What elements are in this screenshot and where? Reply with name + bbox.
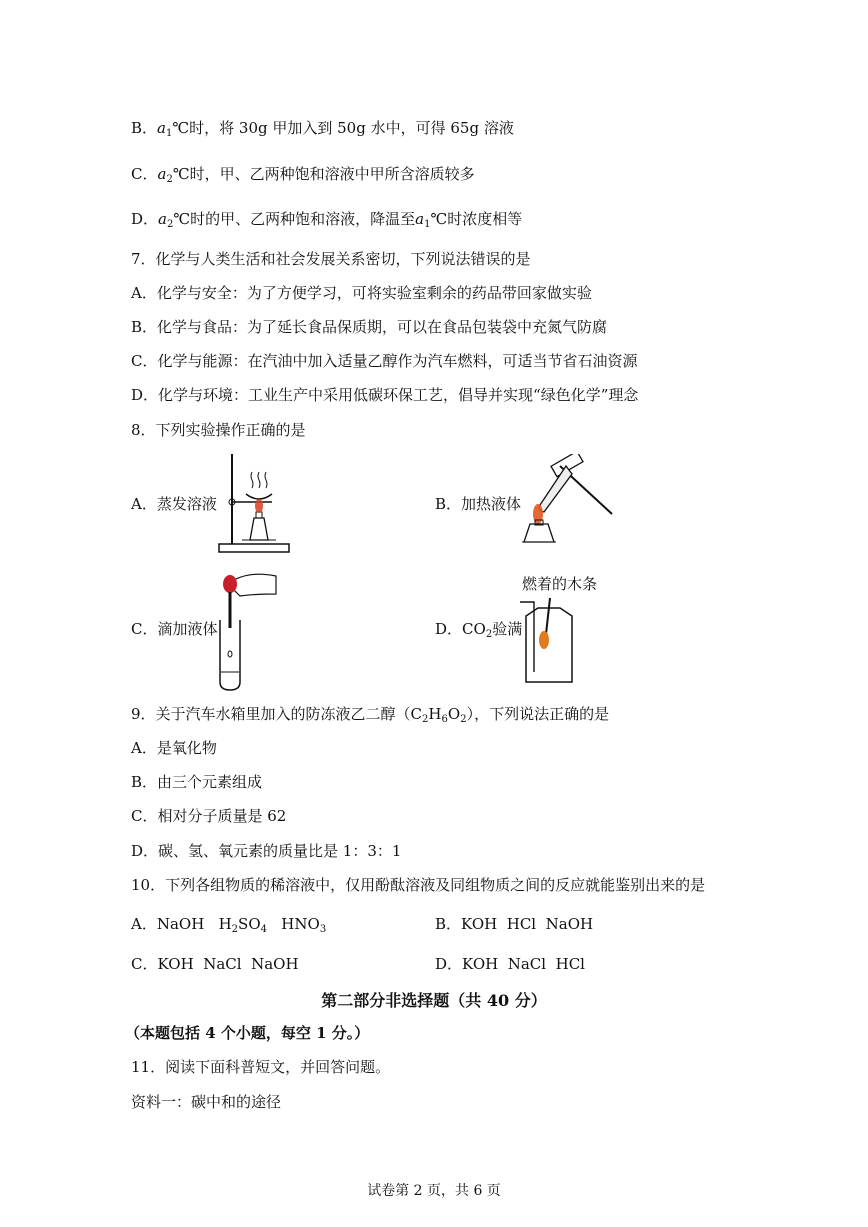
q7-option-d: D．化学与环境：工业生产中采用低碳环保工艺，倡导并实现“绿色化学”理念 — [131, 386, 639, 404]
q6-option-c: C．$a_2℃$时，甲、乙两种饱和溶液中甲所含溶质较多 — [131, 165, 475, 185]
q9-option-d: D．碳、氢、氧元素的质量比是 1：3：1 — [131, 842, 402, 860]
q7-option-c: C．化学与能源：在汽油中加入适量乙醇作为汽车燃料，可适当节省石油资源 — [131, 352, 638, 370]
q9-option-c: C．相对分子质量是 62 — [131, 807, 287, 825]
q9-stem: 9．关于汽车水箱里加入的防冻液乙二醇$(C_2H_6O_2)$，下列说法正确的是 — [131, 705, 610, 725]
q10-stem: 10．下列各组物质的稀溶液中，仅用酚酞溶液及同组物质之间的反应就能鉴别出来的是 — [131, 876, 706, 894]
q8-option-b-label: B．加热液体 — [435, 495, 522, 513]
q9-option-a: A．是氧化物 — [131, 739, 217, 757]
q7-stem: 7．化学与人类生活和社会发展关系密切，下列说法错误的是 — [131, 250, 531, 268]
dropping-liquid-figure — [206, 566, 282, 692]
q10-option-b: B．KOH HCl NaOH — [435, 915, 594, 933]
evaporation-apparatus-figure — [214, 452, 294, 554]
q11-stem: 11．阅读下面科普短文，并回答问题。 — [131, 1058, 391, 1076]
q8-option-a-label: A．蒸发溶液 — [131, 495, 217, 513]
part2-note: （本题包括 4 个小题，每空 1 分。） — [125, 1024, 370, 1042]
q10-option-c: C．KOH NaCl NaOH — [131, 955, 299, 973]
q6-option-b: B．$a_1℃$时，将 30g 甲加入到 50g 水中，可得 65g 溶液 — [131, 119, 514, 139]
q7-option-a: A．化学与安全：为了方便学习，可将实验室剩余的药品带回家做实验 — [131, 284, 592, 302]
q8-option-d-caption: 燃着的木条 — [522, 575, 598, 593]
q8-stem: 8．下列实验操作正确的是 — [131, 421, 306, 439]
q7-option-b: B．化学与食品：为了延长食品保质期，可以在食品包装袋中充氮气防腐 — [131, 318, 608, 336]
co2-collection-figure — [516, 596, 576, 684]
part2-heading: 第二部分非选择题（共 40 分） — [321, 991, 547, 1010]
q6-option-d: D．$a_2℃$时的甲、乙两种饱和溶液，降温至$a_1℃$时浓度相等 — [131, 210, 523, 230]
q9-option-b: B．由三个元素组成 — [131, 773, 263, 791]
page-footer: 试卷第 2 页，共 6 页 — [367, 1183, 501, 1199]
q8-option-c-label: C．滴加液体 — [131, 620, 218, 638]
q10-option-a: A．NaOH $H_2SO_4$ $HNO_3$ — [131, 915, 327, 935]
q11-material-title: 资料一：碳中和的途径 — [131, 1093, 282, 1111]
q10-option-d: D．KOH NaCl HCl — [435, 955, 585, 973]
q8-option-d-label: D．$CO_2$验满 — [435, 620, 523, 640]
heating-liquid-figure — [512, 454, 616, 552]
